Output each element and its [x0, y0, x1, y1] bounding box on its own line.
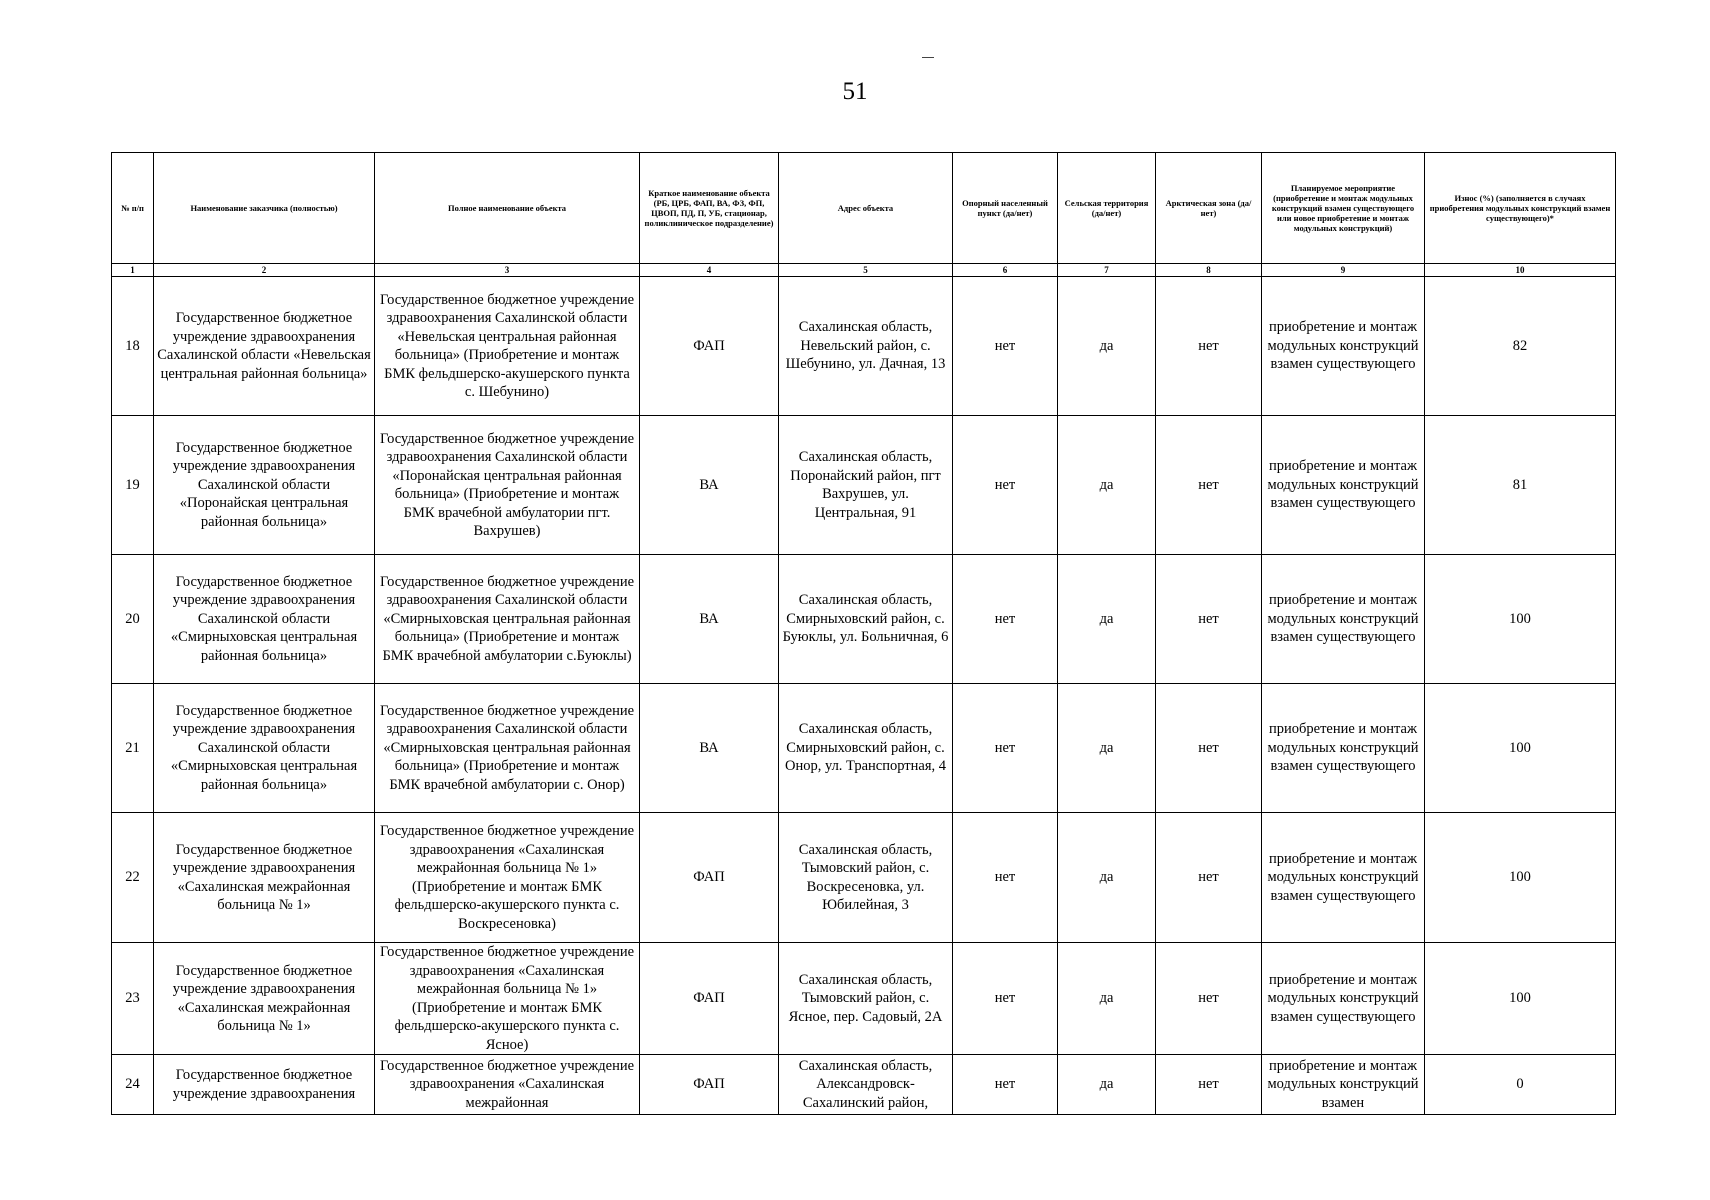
row-number: 22: [112, 813, 154, 943]
planned-event: приобретение и монтаж модульных конструкций взамен существующего: [1262, 813, 1425, 943]
customer-name: Государственное бюджетное учреждение здравоохранения: [154, 1055, 375, 1115]
table-row: [112, 943, 1616, 1055]
object-short-name: ФАП: [640, 277, 779, 416]
object-short-name: ФАП: [640, 943, 779, 1055]
support-settlement: нет: [953, 416, 1058, 555]
table-body: [112, 277, 1616, 1115]
header-col-3: Полное наименование объекта: [375, 153, 640, 264]
header-col-1: № п/п: [112, 153, 154, 264]
column-number: 3: [375, 264, 640, 277]
object-full-name: Государственное бюджетное учреждение здравоохранения Сахалинской области «Смирныховская центральная районная больница» (Приобретение и монтаж БМК врачебной амбулатории с.Буюклы): [375, 555, 640, 684]
wear-percent: 100: [1425, 813, 1616, 943]
arctic-zone: нет: [1156, 813, 1262, 943]
wear-percent: 100: [1425, 684, 1616, 813]
wear-percent: 100: [1425, 943, 1616, 1055]
header-col-4: Краткое наименование объекта (РБ, ЦРБ, ФАП, ВА, ФЗ, ФП, ЦВОП, ПД, П, УБ, стационар, поликлиническое подразделение): [640, 153, 779, 264]
rural-territory: да: [1058, 555, 1156, 684]
column-number: 1: [112, 264, 154, 277]
rural-territory: да: [1058, 813, 1156, 943]
object-short-name: ВА: [640, 684, 779, 813]
customer-name: Государственное бюджетное учреждение здравоохранения «Сахалинская межрайонная больница № 1»: [154, 943, 375, 1055]
planned-event: приобретение и монтаж модульных конструкций взамен существующего: [1262, 684, 1425, 813]
support-settlement: нет: [953, 1055, 1058, 1115]
table-row: [112, 1055, 1616, 1115]
planned-event: приобретение и монтаж модульных конструкций взамен существующего: [1262, 555, 1425, 684]
planned-event: приобретение и монтаж модульных конструкций взамен существующего: [1262, 943, 1425, 1055]
row-number: 18: [112, 277, 154, 416]
object-full-name: Государственное бюджетное учреждение здравоохранения Сахалинской области «Невельская центральная районная больница» (Приобретение и монтаж БМК фельдшерско-акушерского пункта с. Шебунино): [375, 277, 640, 416]
object-short-name: ФАП: [640, 813, 779, 943]
table-row: [112, 416, 1616, 555]
object-full-name: Государственное бюджетное учреждение здравоохранения Сахалинской области «Поронайская центральная районная больница» (Приобретение и монтаж БМК врачебной амбулатории пгт. Вахрушев): [375, 416, 640, 555]
row-number: 20: [112, 555, 154, 684]
header-col-8: Арктическая зона (да/нет): [1156, 153, 1262, 264]
object-full-name: Государственное бюджетное учреждение здравоохранения «Сахалинская межрайонная больница № 1» (Приобретение и монтаж БМК фельдшерско-акушерского пункта с. Воскресеновка): [375, 813, 640, 943]
page-number: 51: [842, 78, 868, 105]
customer-name: Государственное бюджетное учреждение здравоохранения Сахалинской области «Невельская центральная районная больница»: [154, 277, 375, 416]
table-row: [112, 555, 1616, 684]
support-settlement: нет: [953, 684, 1058, 813]
row-number: 19: [112, 416, 154, 555]
arctic-zone: нет: [1156, 416, 1262, 555]
wear-percent: 100: [1425, 555, 1616, 684]
arctic-zone: нет: [1156, 684, 1262, 813]
object-full-name: Государственное бюджетное учреждение здравоохранения «Сахалинская межрайонная больница № 1» (Приобретение и монтаж БМК фельдшерско-акушерского пункта с. Ясное): [375, 943, 640, 1055]
table-header-row: [112, 153, 1616, 264]
facilities-table: [111, 152, 1616, 1115]
header-col-7: Сельская территория (да/нет): [1058, 153, 1156, 264]
row-number: 23: [112, 943, 154, 1055]
header-col-2: Наименование заказчика (полностью): [154, 153, 375, 264]
row-number: 21: [112, 684, 154, 813]
object-address: Сахалинская область, Тымовский район, с. Ясное, пер. Садовый, 2А: [779, 943, 953, 1055]
rural-territory: да: [1058, 1055, 1156, 1115]
object-address: Сахалинская область, Смирныховский район, с. Буюклы, ул. Больничная, 6: [779, 555, 953, 684]
object-short-name: ВА: [640, 555, 779, 684]
object-address: Сахалинская область, Александровск-Сахалинский район,: [779, 1055, 953, 1115]
column-number: 7: [1058, 264, 1156, 277]
header-col-10: Износ (%) (заполняется в случаях приобретения модульных конструкций взамен существующего)*: [1425, 153, 1616, 264]
column-number: 10: [1425, 264, 1616, 277]
top-dash-mark: [922, 57, 934, 58]
column-number: 4: [640, 264, 779, 277]
wear-percent: 82: [1425, 277, 1616, 416]
arctic-zone: нет: [1156, 943, 1262, 1055]
customer-name: Государственное бюджетное учреждение здравоохранения «Сахалинская межрайонная больница № 1»: [154, 813, 375, 943]
support-settlement: нет: [953, 555, 1058, 684]
header-col-5: Адрес объекта: [779, 153, 953, 264]
object-address: Сахалинская область, Невельский район, с. Шебунино, ул. Дачная, 13: [779, 277, 953, 416]
arctic-zone: нет: [1156, 277, 1262, 416]
planned-event: приобретение и монтаж модульных конструкций взамен существующего: [1262, 416, 1425, 555]
table-row: [112, 277, 1616, 416]
arctic-zone: нет: [1156, 1055, 1262, 1115]
rural-territory: да: [1058, 416, 1156, 555]
rural-territory: да: [1058, 277, 1156, 416]
row-number: 24: [112, 1055, 154, 1115]
header-col-6: Опорный населенный пункт (да/нет): [953, 153, 1058, 264]
support-settlement: нет: [953, 813, 1058, 943]
column-number: 5: [779, 264, 953, 277]
rural-territory: да: [1058, 684, 1156, 813]
object-address: Сахалинская область, Тымовский район, с. Воскресеновка, ул. Юбилейная, 3: [779, 813, 953, 943]
wear-percent: 0: [1425, 1055, 1616, 1115]
object-full-name: Государственное бюджетное учреждение здравоохранения «Сахалинская межрайонная: [375, 1055, 640, 1115]
column-number: 9: [1262, 264, 1425, 277]
object-full-name: Государственное бюджетное учреждение здравоохранения Сахалинской области «Смирныховская центральная районная больница» (Приобретение и монтаж БМК врачебной амбулатории с. Онор): [375, 684, 640, 813]
table-row: [112, 684, 1616, 813]
object-address: Сахалинская область, Смирныховский район, с. Онор, ул. Транспортная, 4: [779, 684, 953, 813]
support-settlement: нет: [953, 277, 1058, 416]
customer-name: Государственное бюджетное учреждение здравоохранения Сахалинской области «Смирныховская центральная районная больница»: [154, 684, 375, 813]
object-address: Сахалинская область, Поронайский район, пгт Вахрушев, ул. Центральная, 91: [779, 416, 953, 555]
object-short-name: ФАП: [640, 1055, 779, 1115]
planned-event: приобретение и монтаж модульных конструкций взамен существующего: [1262, 277, 1425, 416]
object-short-name: ВА: [640, 416, 779, 555]
rural-territory: да: [1058, 943, 1156, 1055]
table-row: [112, 813, 1616, 943]
wear-percent: 81: [1425, 416, 1616, 555]
column-number: 8: [1156, 264, 1262, 277]
header-col-9: Планируемое мероприятие (приобретение и монтаж модульных конструкций взамен существующего или новое приобретение и монтаж модульных конструкций): [1262, 153, 1425, 264]
planned-event: приобретение и монтаж модульных конструкций взамен: [1262, 1055, 1425, 1115]
customer-name: Государственное бюджетное учреждение здравоохранения Сахалинской области «Поронайская центральная районная больница»: [154, 416, 375, 555]
arctic-zone: нет: [1156, 555, 1262, 684]
column-number: 6: [953, 264, 1058, 277]
column-number-row: [112, 264, 1616, 277]
column-number: 2: [154, 264, 375, 277]
support-settlement: нет: [953, 943, 1058, 1055]
customer-name: Государственное бюджетное учреждение здравоохранения Сахалинской области «Смирныховская центральная районная больница»: [154, 555, 375, 684]
